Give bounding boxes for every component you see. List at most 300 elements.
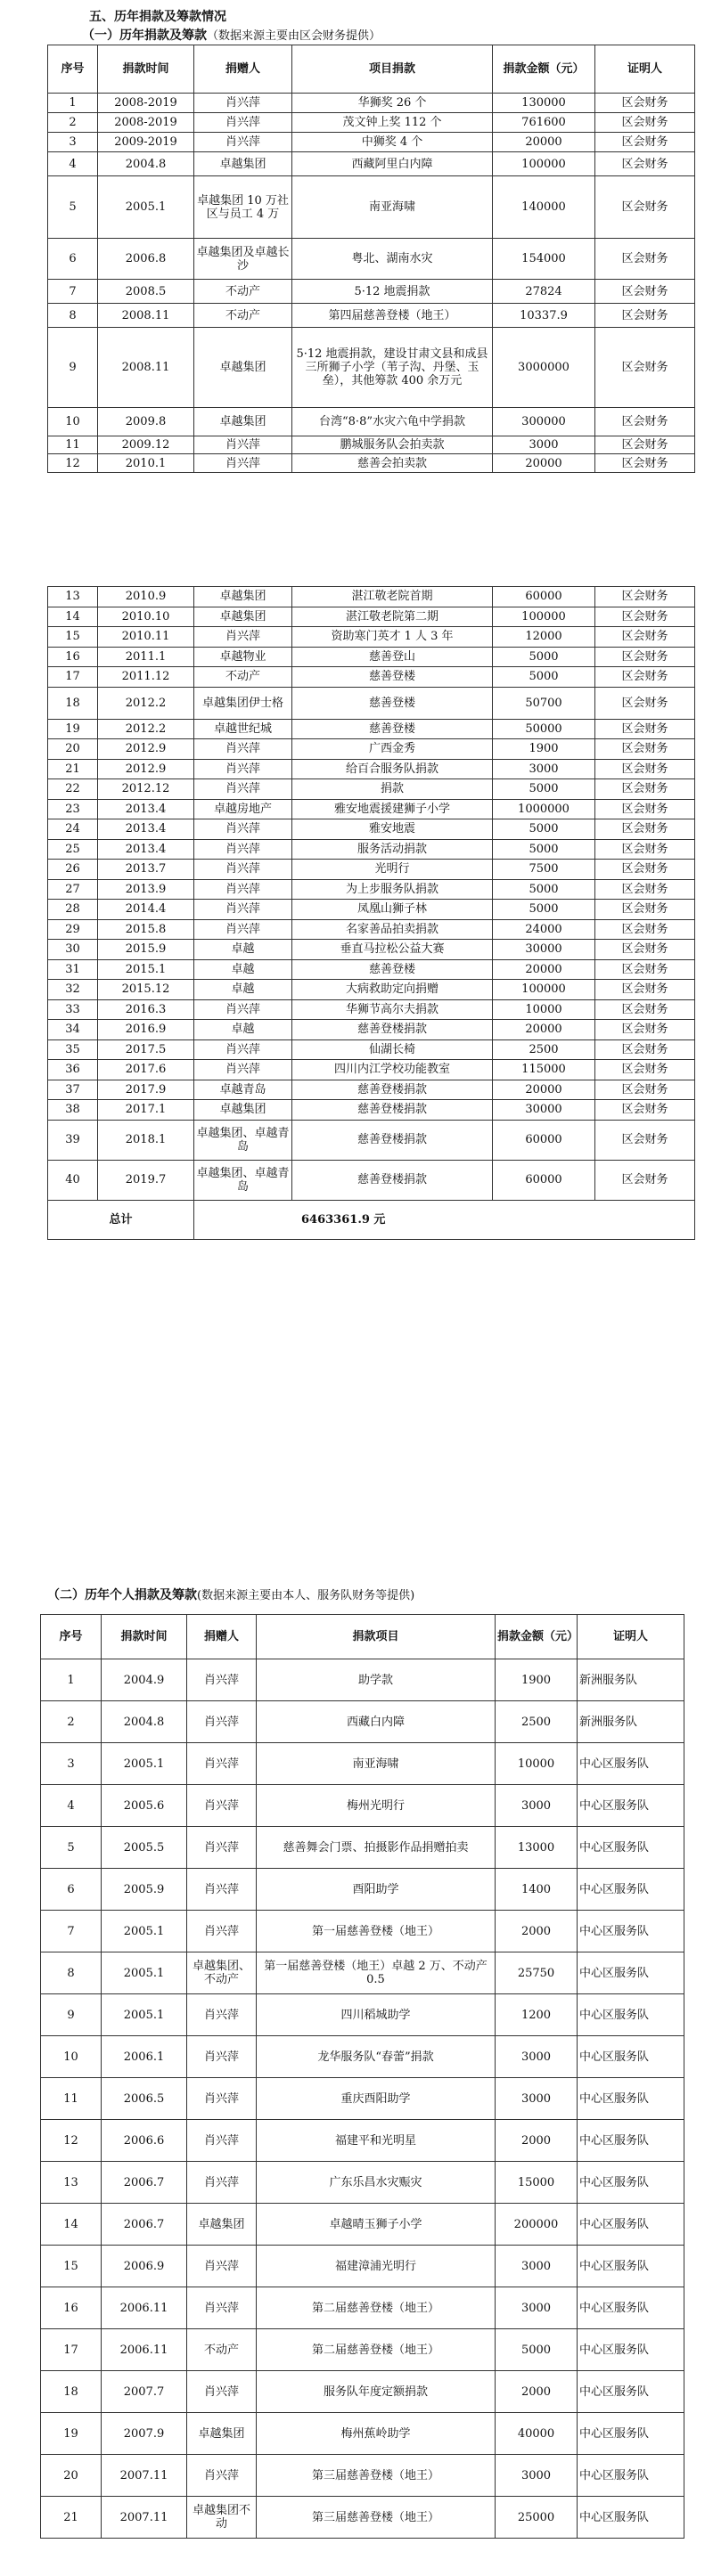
cell-donor: 卓越集团 — [187, 2204, 257, 2246]
cell-project: 华狮节高尔夫捐款 — [292, 999, 493, 1020]
cell-date: 2006.7 — [102, 2162, 187, 2204]
cell-date: 2012.12 — [98, 779, 194, 800]
cell-date: 2017.1 — [98, 1100, 194, 1121]
cell-donor: 肖兴萍 — [194, 94, 292, 113]
cell-index: 19 — [41, 2413, 102, 2455]
cell-project: 西藏白内障 — [257, 1701, 496, 1743]
cell-index: 9 — [48, 328, 98, 408]
cell-witness: 区会财务 — [595, 408, 695, 436]
cell-witness: 区会财务 — [595, 1020, 695, 1040]
table-row — [41, 2497, 684, 2539]
cell-date: 2012.9 — [98, 739, 194, 760]
cell-project: 凤凰山狮子林 — [292, 900, 493, 920]
cell-donor: 卓越世纪城 — [194, 719, 292, 739]
cell-index: 16 — [48, 647, 98, 667]
cell-project: 南亚海啸 — [292, 176, 493, 239]
cell-project: 雅安地震援建狮子小学 — [292, 799, 493, 819]
header-amount: 捐款金额（元） — [493, 45, 595, 94]
table-row — [48, 860, 695, 880]
cell-witness: 区会财务 — [595, 1120, 695, 1160]
table-row — [48, 607, 695, 627]
cell-project: 华狮奖 26 个 — [292, 94, 493, 113]
cell-date: 2017.9 — [98, 1080, 194, 1100]
cell-donor: 肖兴萍 — [194, 1060, 292, 1080]
cell-date: 2015.1 — [98, 959, 194, 980]
cell-index: 7 — [48, 280, 98, 304]
cell-donor: 肖兴萍 — [187, 2287, 257, 2329]
table-row — [48, 133, 695, 152]
cell-project: 垂直马拉松公益大赛 — [292, 940, 493, 960]
cell-donor: 肖兴萍 — [194, 919, 292, 940]
table-row — [48, 719, 695, 739]
cell-project: 四川稻城助学 — [257, 1994, 496, 2036]
cell-amount: 15000 — [496, 2162, 578, 2204]
cell-donor: 卓越集团 — [194, 1100, 292, 1121]
cell-amount: 100000 — [493, 607, 595, 627]
table-row — [41, 1743, 684, 1785]
table-row — [48, 1080, 695, 1100]
cell-date: 2005.6 — [102, 1785, 187, 1827]
cell-amount: 1400 — [496, 1869, 578, 1911]
cell-amount: 1900 — [496, 1659, 578, 1701]
cell-project: 第三届慈善登楼（地王） — [257, 2455, 496, 2497]
cell-amount: 5000 — [496, 2329, 578, 2371]
table-row — [41, 1659, 684, 1701]
cell-project: 西藏阿里白内障 — [292, 152, 493, 176]
cell-date: 2010.11 — [98, 627, 194, 648]
header-date: 捐款时间 — [102, 1615, 187, 1659]
cell-index: 17 — [48, 667, 98, 688]
cell-amount: 5000 — [493, 839, 595, 860]
cell-witness: 区会财务 — [595, 627, 695, 648]
cell-index: 11 — [41, 2078, 102, 2120]
cell-index: 27 — [48, 879, 98, 900]
cell-date: 2006.9 — [102, 2246, 187, 2287]
cell-witness: 中心区服务队 — [578, 1743, 684, 1785]
cell-index: 36 — [48, 1060, 98, 1080]
cell-index: 2 — [41, 1701, 102, 1743]
cell-donor: 卓越集团、不动产 — [187, 1952, 257, 1994]
cell-witness: 区会财务 — [595, 839, 695, 860]
cell-index: 29 — [48, 919, 98, 940]
cell-amount: 20000 — [493, 133, 595, 152]
cell-index: 21 — [41, 2497, 102, 2539]
cell-index: 15 — [48, 627, 98, 648]
table-row — [48, 1100, 695, 1121]
cell-witness: 区会财务 — [595, 94, 695, 113]
cell-index: 23 — [48, 799, 98, 819]
table-row — [48, 280, 695, 304]
cell-project: 慈善登山 — [292, 647, 493, 667]
table-row — [41, 1952, 684, 1994]
cell-donor: 肖兴萍 — [187, 1911, 257, 1952]
cell-amount: 140000 — [493, 176, 595, 239]
cell-witness: 区会财务 — [595, 739, 695, 760]
table-row — [41, 2120, 684, 2162]
cell-amount: 20000 — [493, 1020, 595, 1040]
cell-index: 14 — [41, 2204, 102, 2246]
cell-amount: 27824 — [493, 280, 595, 304]
cell-witness: 区会财务 — [595, 759, 695, 779]
part1-title-text: （一）历年捐款及筹款 — [82, 29, 207, 43]
cell-amount: 3000 — [493, 759, 595, 779]
table-row — [48, 759, 695, 779]
table-row — [48, 839, 695, 860]
cell-amount: 3000 — [496, 2455, 578, 2497]
header-project: 捐款项目 — [257, 1615, 496, 1659]
cell-project: 慈善登楼捐款 — [292, 1160, 493, 1200]
cell-amount: 1900 — [493, 739, 595, 760]
cell-amount: 24000 — [493, 919, 595, 940]
cell-donor: 卓越集团 10 万社区与员工 4 万 — [194, 176, 292, 239]
cell-donor: 肖兴萍 — [187, 2371, 257, 2413]
cell-project: 广东乐昌水灾赈灾 — [257, 2162, 496, 2204]
cell-project: 光明行 — [292, 860, 493, 880]
table-row — [41, 2287, 684, 2329]
cell-index: 28 — [48, 900, 98, 920]
cell-donor: 肖兴萍 — [194, 839, 292, 860]
cell-date: 2005.9 — [102, 1869, 187, 1911]
cell-project: 中狮奖 4 个 — [292, 133, 493, 152]
cell-date: 2013.7 — [98, 860, 194, 880]
cell-index: 8 — [41, 1952, 102, 1994]
cell-witness: 区会财务 — [595, 113, 695, 133]
cell-witness: 中心区服务队 — [578, 2413, 684, 2455]
cell-witness: 区会财务 — [595, 328, 695, 408]
cell-witness: 区会财务 — [595, 667, 695, 688]
cell-donor: 肖兴萍 — [187, 1701, 257, 1743]
cell-witness: 中心区服务队 — [578, 2371, 684, 2413]
cell-date: 2005.1 — [102, 1911, 187, 1952]
cell-date: 2008.11 — [98, 328, 194, 408]
cell-donor: 肖兴萍 — [187, 1827, 257, 1869]
cell-date: 2006.11 — [102, 2329, 187, 2371]
table-row — [48, 940, 695, 960]
cell-project: 仙湖长椅 — [292, 1039, 493, 1060]
cell-index: 15 — [41, 2246, 102, 2287]
cell-witness: 中心区服务队 — [578, 1911, 684, 1952]
cell-amount: 25000 — [496, 2497, 578, 2539]
cell-index: 14 — [48, 607, 98, 627]
cell-amount: 5000 — [493, 779, 595, 800]
cell-date: 2011.12 — [98, 667, 194, 688]
cell-date: 2007.11 — [102, 2455, 187, 2497]
cell-date: 2004.8 — [98, 152, 194, 176]
cell-index: 4 — [48, 152, 98, 176]
cell-date: 2006.11 — [102, 2287, 187, 2329]
cell-witness: 中心区服务队 — [578, 2036, 684, 2078]
cell-amount: 3000 — [496, 2036, 578, 2078]
section-title: 五、历年捐款及筹款情况 — [89, 10, 226, 24]
cell-index: 9 — [41, 1994, 102, 2036]
cell-donor: 肖兴萍 — [187, 2162, 257, 2204]
cell-donor: 卓越集团及卓越长沙 — [194, 239, 292, 280]
cell-project: 慈善登楼捐款 — [292, 1080, 493, 1100]
cell-amount: 3000 — [496, 2078, 578, 2120]
cell-project: 慈善登楼 — [292, 687, 493, 719]
cell-amount: 12000 — [493, 627, 595, 648]
cell-date: 2006.5 — [102, 2078, 187, 2120]
cell-date: 2004.8 — [102, 1701, 187, 1743]
cell-index: 11 — [48, 436, 98, 454]
cell-witness: 区会财务 — [595, 1060, 695, 1080]
cell-date: 2005.1 — [102, 1952, 187, 1994]
cell-donor: 肖兴萍 — [194, 900, 292, 920]
cell-project: 梅州蕉岭助学 — [257, 2413, 496, 2455]
cell-witness: 区会财务 — [595, 687, 695, 719]
cell-index: 8 — [48, 304, 98, 328]
cell-amount: 1200 — [496, 1994, 578, 2036]
cell-date: 2008-2019 — [98, 94, 194, 113]
cell-amount: 60000 — [493, 1160, 595, 1200]
cell-date: 2017.6 — [98, 1060, 194, 1080]
cell-project: 第三届慈善登楼（地王） — [257, 2497, 496, 2539]
table-row — [48, 980, 695, 1000]
cell-project: 第一届慈善登楼（地王） — [257, 1911, 496, 1952]
cell-donor: 肖兴萍 — [194, 436, 292, 454]
personal-donation-table — [40, 1614, 684, 2539]
cell-index: 20 — [41, 2455, 102, 2497]
header-index: 序号 — [41, 1615, 102, 1659]
cell-index: 37 — [48, 1080, 98, 1100]
cell-project: 5·12 地震捐款 — [292, 280, 493, 304]
cell-witness: 区会财务 — [595, 799, 695, 819]
cell-amount: 10000 — [496, 1743, 578, 1785]
cell-donor: 卓越 — [194, 940, 292, 960]
cell-date: 2006.7 — [102, 2204, 187, 2246]
cell-donor: 卓越集团不动 — [187, 2497, 257, 2539]
cell-date: 2018.1 — [98, 1120, 194, 1160]
cell-amount: 2000 — [496, 1911, 578, 1952]
cell-index: 18 — [41, 2371, 102, 2413]
cell-index: 22 — [48, 779, 98, 800]
cell-project: 福建平和光明星 — [257, 2120, 496, 2162]
table-row — [41, 2204, 684, 2246]
cell-donor: 肖兴萍 — [187, 1743, 257, 1785]
table-row — [48, 454, 695, 473]
cell-witness: 中心区服务队 — [578, 2455, 684, 2497]
cell-project: 第二届慈善登楼（地王） — [257, 2329, 496, 2371]
cell-donor: 肖兴萍 — [187, 2078, 257, 2120]
cell-date: 2005.1 — [102, 1743, 187, 1785]
cell-project: 第四届慈善登楼（地王） — [292, 304, 493, 328]
cell-date: 2015.9 — [98, 940, 194, 960]
cell-donor: 卓越集团伊士格 — [194, 687, 292, 719]
cell-amount: 40000 — [496, 2413, 578, 2455]
part3-note: (数据来源主要由本人、服务队财务等提供) — [197, 1589, 415, 1602]
cell-date: 2010.1 — [98, 454, 194, 473]
cell-donor: 肖兴萍 — [187, 1785, 257, 1827]
cell-index: 2 — [48, 113, 98, 133]
table-row — [48, 1060, 695, 1080]
table-row — [48, 900, 695, 920]
cell-witness: 区会财务 — [595, 860, 695, 880]
cell-project: 第二届慈善登楼（地王） — [257, 2287, 496, 2329]
cell-project: 助学款 — [257, 1659, 496, 1701]
cell-amount: 30000 — [493, 940, 595, 960]
cell-date: 2007.7 — [102, 2371, 187, 2413]
cell-project: 捐款 — [292, 779, 493, 800]
cell-project: 慈善登楼捐款 — [292, 1120, 493, 1160]
cell-witness: 区会财务 — [595, 959, 695, 980]
cell-amount: 5000 — [493, 879, 595, 900]
cell-witness: 区会财务 — [595, 454, 695, 473]
table-row — [48, 1039, 695, 1060]
cell-donor: 卓越房地产 — [194, 799, 292, 819]
part1-note: （数据来源主要由区会财务提供） — [207, 29, 381, 43]
cell-amount: 200000 — [496, 2204, 578, 2246]
cell-witness: 中心区服务队 — [578, 2287, 684, 2329]
cell-index: 17 — [41, 2329, 102, 2371]
table-row — [48, 328, 695, 408]
cell-index: 10 — [41, 2036, 102, 2078]
cell-witness: 新洲服务队 — [578, 1701, 684, 1743]
table-row — [48, 1020, 695, 1040]
cell-amount: 5000 — [493, 900, 595, 920]
cell-witness: 区会财务 — [595, 1080, 695, 1100]
cell-donor: 肖兴萍 — [194, 113, 292, 133]
cell-date: 2009.8 — [98, 408, 194, 436]
cell-witness: 中心区服务队 — [578, 1994, 684, 2036]
cell-donor: 肖兴萍 — [194, 860, 292, 880]
cell-date: 2005.1 — [102, 1994, 187, 2036]
cell-donor: 肖兴萍 — [194, 879, 292, 900]
cell-witness: 中心区服务队 — [578, 1827, 684, 1869]
cell-witness: 区会财务 — [595, 919, 695, 940]
cell-project: 服务队年度定额捐款 — [257, 2371, 496, 2413]
cell-donor: 卓越集团 — [194, 607, 292, 627]
cell-witness: 中心区服务队 — [578, 1869, 684, 1911]
table-row — [48, 687, 695, 719]
cell-amount: 20000 — [493, 1080, 595, 1100]
cell-index: 40 — [48, 1160, 98, 1200]
cell-donor: 不动产 — [194, 280, 292, 304]
cell-donor: 卓越集团 — [194, 587, 292, 607]
cell-index: 13 — [41, 2162, 102, 2204]
table-row — [41, 1869, 684, 1911]
header-donor: 捐赠人 — [194, 45, 292, 94]
table-row — [48, 739, 695, 760]
cell-amount: 20000 — [493, 959, 595, 980]
table-row — [48, 239, 695, 280]
cell-witness: 区会财务 — [595, 779, 695, 800]
cell-date: 2004.9 — [102, 1659, 187, 1701]
cell-witness: 中心区服务队 — [578, 2204, 684, 2246]
cell-donor: 肖兴萍 — [194, 999, 292, 1020]
header-project: 项目捐款 — [292, 45, 493, 94]
cell-donor: 肖兴萍 — [194, 759, 292, 779]
cell-project: 台湾“8·8”水灾六龟中学捐款 — [292, 408, 493, 436]
cell-donor: 肖兴萍 — [187, 1659, 257, 1701]
cell-witness: 区会财务 — [595, 647, 695, 667]
cell-date: 2007.11 — [102, 2497, 187, 2539]
cell-amount: 10000 — [493, 999, 595, 1020]
cell-project: 慈善登楼 — [292, 959, 493, 980]
cell-index: 12 — [41, 2120, 102, 2162]
cell-project: 慈善登楼 — [292, 719, 493, 739]
cell-amount: 130000 — [493, 94, 595, 113]
cell-donor: 肖兴萍 — [194, 454, 292, 473]
cell-donor: 肖兴萍 — [187, 2246, 257, 2287]
cell-donor: 肖兴萍 — [194, 739, 292, 760]
cell-witness: 中心区服务队 — [578, 1785, 684, 1827]
cell-amount: 50700 — [493, 687, 595, 719]
donation-table-part1-continued — [47, 586, 695, 1240]
cell-witness: 区会财务 — [595, 1160, 695, 1200]
cell-index: 32 — [48, 980, 98, 1000]
table-row — [48, 304, 695, 328]
cell-project: 福建漳浦光明行 — [257, 2246, 496, 2287]
cell-index: 24 — [48, 819, 98, 840]
cell-date: 2012.2 — [98, 719, 194, 739]
cell-date: 2014.4 — [98, 900, 194, 920]
cell-index: 3 — [41, 1743, 102, 1785]
cell-date: 2012.9 — [98, 759, 194, 779]
cell-donor: 卓越 — [194, 959, 292, 980]
cell-date: 2013.4 — [98, 839, 194, 860]
cell-amount: 2000 — [496, 2371, 578, 2413]
cell-date: 2012.2 — [98, 687, 194, 719]
cell-date: 2006.8 — [98, 239, 194, 280]
cell-index: 21 — [48, 759, 98, 779]
header-index: 序号 — [48, 45, 98, 94]
table-row — [41, 2162, 684, 2204]
table-row — [48, 959, 695, 980]
cell-amount: 2500 — [496, 1701, 578, 1743]
table-row — [48, 819, 695, 840]
cell-date: 2009.12 — [98, 436, 194, 454]
cell-project: 5·12 地震捐款，建设甘肃文县和成县三所狮子小学（苇子沟、丹堡、玉垒），其他筹款 400 余万元 — [292, 328, 493, 408]
cell-index: 33 — [48, 999, 98, 1020]
cell-index: 7 — [41, 1911, 102, 1952]
cell-amount: 1000000 — [493, 799, 595, 819]
cell-donor: 卓越 — [194, 1020, 292, 1040]
cell-witness: 区会财务 — [595, 304, 695, 328]
cell-date: 2009-2019 — [98, 133, 194, 152]
cell-date: 2008.11 — [98, 304, 194, 328]
cell-witness: 区会财务 — [595, 1100, 695, 1121]
cell-witness: 区会财务 — [595, 176, 695, 239]
cell-witness: 中心区服务队 — [578, 2078, 684, 2120]
total-value: 6463361.9 元 — [194, 1200, 695, 1239]
cell-project: 为上步服务队捐款 — [292, 879, 493, 900]
cell-index: 1 — [48, 94, 98, 113]
cell-date: 2007.9 — [102, 2413, 187, 2455]
cell-project: 广西金秀 — [292, 739, 493, 760]
header-date: 捐款时间 — [98, 45, 194, 94]
table-row — [48, 627, 695, 648]
cell-donor: 卓越集团、卓越青岛 — [194, 1160, 292, 1200]
cell-witness: 中心区服务队 — [578, 2329, 684, 2371]
cell-index: 5 — [41, 1827, 102, 1869]
cell-witness: 区会财务 — [595, 1039, 695, 1060]
cell-amount: 154000 — [493, 239, 595, 280]
cell-donor: 肖兴萍 — [187, 1869, 257, 1911]
table-row — [48, 879, 695, 900]
table-row — [41, 2078, 684, 2120]
cell-index: 13 — [48, 587, 98, 607]
cell-project: 重庆酉阳助学 — [257, 2078, 496, 2120]
cell-donor: 卓越集团、卓越青岛 — [194, 1120, 292, 1160]
table-row — [48, 113, 695, 133]
cell-donor: 肖兴萍 — [187, 2120, 257, 2162]
part3-title — [47, 1586, 414, 1603]
cell-date: 2008-2019 — [98, 113, 194, 133]
cell-amount: 2000 — [496, 2120, 578, 2162]
cell-amount: 3000 — [496, 2246, 578, 2287]
cell-index: 6 — [48, 239, 98, 280]
cell-amount: 10337.9 — [493, 304, 595, 328]
